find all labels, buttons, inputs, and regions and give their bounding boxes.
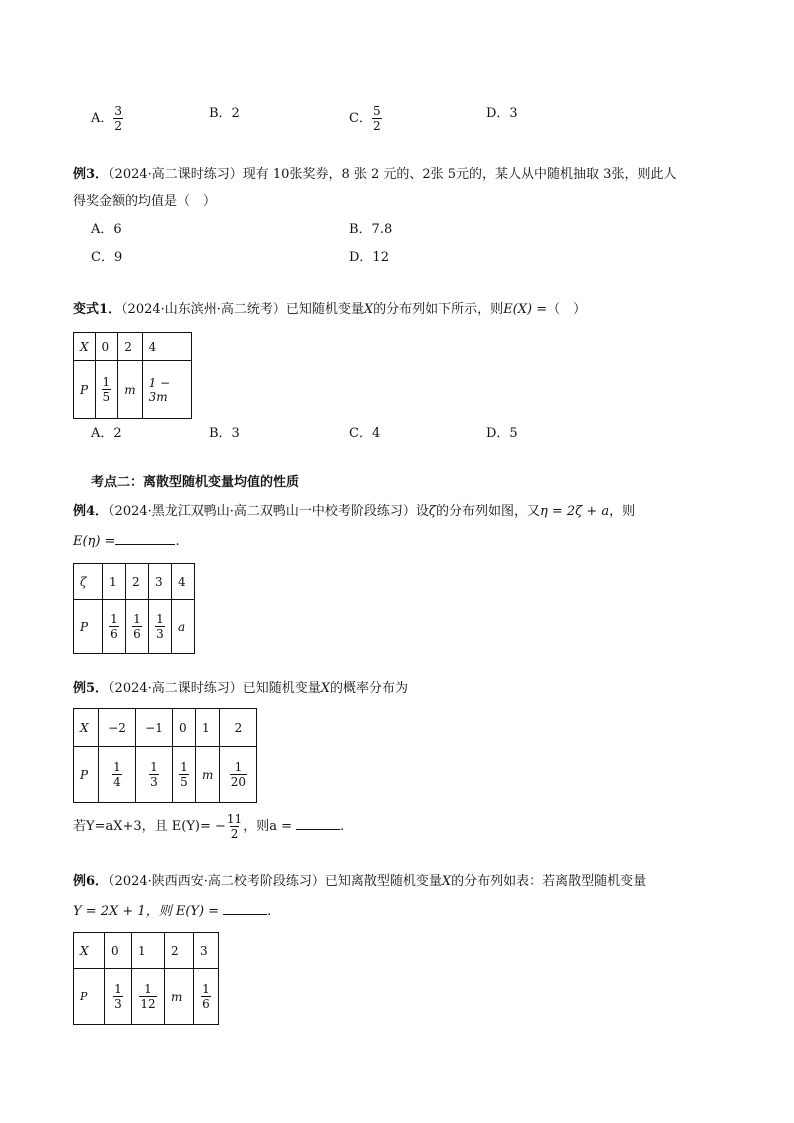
fraction xyxy=(179,760,189,789)
option-c: C．9 xyxy=(91,250,123,265)
table-cell: 1 xyxy=(196,709,220,747)
text: . xyxy=(339,819,345,834)
example-6-line1 xyxy=(73,873,646,891)
option-c: C．4 xyxy=(349,426,381,441)
denominator: 20 xyxy=(230,775,247,789)
numerator: 1 xyxy=(102,375,111,389)
table-cell: m xyxy=(118,361,142,419)
example-4-label: 例4． xyxy=(73,504,109,519)
table-cell: ζ xyxy=(74,564,103,600)
option-a xyxy=(91,104,123,133)
table-cell: 1 xyxy=(103,564,126,600)
answer-blank[interactable] xyxy=(223,914,267,915)
fraction xyxy=(112,760,122,789)
table-cell: a xyxy=(172,600,195,654)
table-cell xyxy=(95,361,118,419)
table-cell xyxy=(149,600,172,654)
numerator: 3 xyxy=(114,104,123,118)
denominator: 3 xyxy=(156,627,164,641)
table-cell: m xyxy=(165,969,194,1025)
option-a: A．6 xyxy=(91,222,122,237)
example-6-line2 xyxy=(73,903,271,921)
table-cell: X xyxy=(74,333,96,361)
text: （2024·黑龙江双鸭山·高二双鸭山一中校考阶段练习）设 xyxy=(108,504,429,519)
option-a: A．2 xyxy=(91,426,122,441)
table-row xyxy=(74,933,219,969)
fraction xyxy=(113,982,123,1011)
table-cell: X xyxy=(74,933,105,969)
text: ，则a = xyxy=(243,819,292,834)
option-b: B．7.8 xyxy=(349,222,393,237)
table-cell xyxy=(99,747,136,803)
example-5-line1 xyxy=(73,680,408,698)
option-d: D．5 xyxy=(486,426,518,441)
numerator: 5 xyxy=(372,104,381,118)
option-a-label: A． xyxy=(91,111,114,126)
denominator: 6 xyxy=(202,997,210,1011)
numerator: 1 xyxy=(114,982,122,996)
denominator: 6 xyxy=(110,627,118,641)
text: 的分布列如图，又 xyxy=(435,504,540,519)
option-c-label: C． xyxy=(349,111,372,126)
text: （2024·山东滨州·高二统考）已知随机变量 xyxy=(121,302,364,317)
table-cell: 2 xyxy=(220,709,257,747)
numerator: 1 xyxy=(133,612,141,626)
numerator: 1 xyxy=(156,612,164,626)
topic-heading: 考点二：离散型随机变量均值的性质 xyxy=(91,475,300,490)
denominator: 3 xyxy=(150,775,158,789)
table-cell: 1 − 3m xyxy=(142,361,191,419)
distribution-table-example-5 xyxy=(73,708,257,803)
fraction xyxy=(113,104,123,133)
denominator: 6 xyxy=(133,627,141,641)
variable: X xyxy=(320,681,331,696)
table-row xyxy=(74,564,195,600)
expression: E(η) = xyxy=(73,534,116,549)
table-cell: 1 xyxy=(132,933,165,969)
text: 的概率分布为 xyxy=(330,681,409,696)
table-row xyxy=(74,709,257,747)
fraction xyxy=(139,982,156,1011)
fraction xyxy=(201,982,211,1011)
answer-blank[interactable] xyxy=(115,544,175,545)
numerator: 1 xyxy=(180,760,188,774)
expression: Y = 2X + 1，则 E(Y) = xyxy=(73,904,220,919)
table-cell xyxy=(194,969,219,1025)
table-cell: 3 xyxy=(149,564,172,600)
text: 的分布列如下所示，则 xyxy=(373,302,504,317)
table-cell: 0 xyxy=(105,933,132,969)
numerator: 11 xyxy=(226,812,243,826)
numerator: 1 xyxy=(234,760,243,774)
table-cell: 2 xyxy=(118,333,142,361)
table-cell xyxy=(220,747,257,803)
distribution-table-variant-1 xyxy=(73,332,192,419)
example-3-line2: 得奖金额的均值是（ ） xyxy=(73,194,217,209)
example-3-text: （2024·高二课时练习）现有 10张奖券，8 张 2 元的、2张 5元的，某人从中随机抽取 3张，则此人 xyxy=(108,167,677,182)
fraction xyxy=(149,760,159,789)
denominator: 2 xyxy=(114,119,123,133)
option-d: D．3 xyxy=(486,106,518,121)
answer-blank[interactable] xyxy=(296,829,340,830)
table-row xyxy=(74,747,257,803)
example-4-line2: E(η) = . xyxy=(73,534,180,549)
table-row xyxy=(74,969,219,1025)
numerator: 1 xyxy=(150,760,158,774)
table-cell: −2 xyxy=(99,709,136,747)
example-5-label: 例5． xyxy=(73,681,109,696)
table-cell xyxy=(126,600,149,654)
example-3-line1 xyxy=(73,166,676,184)
table-cell: 2 xyxy=(165,933,194,969)
text: （2024·高二课时练习）已知随机变量 xyxy=(108,681,321,696)
table-cell: 0 xyxy=(95,333,118,361)
variable: X xyxy=(363,302,374,317)
table-cell xyxy=(132,969,165,1025)
table-cell: 3 xyxy=(194,933,219,969)
table-cell xyxy=(103,600,126,654)
fraction xyxy=(372,104,382,133)
fraction xyxy=(226,812,243,841)
text: 的分布列如表：若离散型随机变量 xyxy=(451,874,647,889)
fraction xyxy=(102,375,112,404)
example-6-label: 例6． xyxy=(73,874,109,889)
distribution-table-example-6 xyxy=(73,932,219,1025)
variant-1-line xyxy=(73,301,586,319)
fraction xyxy=(109,612,119,641)
option-d: D．12 xyxy=(349,250,389,265)
table-cell: P xyxy=(74,361,96,419)
numerator: 1 xyxy=(113,760,121,774)
variable: X xyxy=(441,874,452,889)
table-cell: 4 xyxy=(142,333,191,361)
table-cell: P xyxy=(74,600,103,654)
example-4-line1 xyxy=(73,503,635,521)
table-cell: 2 xyxy=(126,564,149,600)
numerator: 1 xyxy=(202,982,210,996)
denominator: 12 xyxy=(140,997,156,1011)
example-5-condition xyxy=(73,812,344,842)
variable: ζ xyxy=(428,504,436,519)
table-cell: X xyxy=(74,709,99,747)
denominator: 3 xyxy=(114,997,122,1011)
table-cell: P xyxy=(74,747,99,803)
variant-1-label: 变式1． xyxy=(73,302,122,317)
table-cell xyxy=(173,747,196,803)
denominator: 4 xyxy=(113,775,121,789)
text: 若Y=aX+3，且 E(Y)= − xyxy=(73,819,226,834)
text: （2024·陕西西安·高二校考阶段练习）已知离散型随机变量 xyxy=(108,874,442,889)
table-row xyxy=(74,361,192,419)
distribution-table-example-4 xyxy=(73,563,195,654)
expression: η = 2ζ + a xyxy=(539,504,610,519)
option-c xyxy=(349,104,382,133)
text: ，则 xyxy=(609,504,636,519)
table-cell: 0 xyxy=(173,709,196,747)
table-cell: 4 xyxy=(172,564,195,600)
option-b: B．3 xyxy=(209,426,240,441)
example-3-label: 例3． xyxy=(73,167,109,182)
denominator: 2 xyxy=(230,827,239,841)
expression: E(X) = xyxy=(503,302,548,317)
table-cell: −1 xyxy=(136,709,173,747)
table-cell: P xyxy=(74,969,105,1025)
table-cell: m xyxy=(196,747,220,803)
denominator: 5 xyxy=(180,775,188,789)
option-b: B．2 xyxy=(209,106,240,121)
numerator: 1 xyxy=(144,982,152,996)
table-cell xyxy=(105,969,132,1025)
table-row xyxy=(74,600,195,654)
text: . xyxy=(267,904,272,919)
fraction xyxy=(230,760,247,789)
fraction xyxy=(155,612,165,641)
denominator: 2 xyxy=(372,119,381,133)
table-cell xyxy=(136,747,173,803)
fraction xyxy=(132,612,142,641)
denominator: 5 xyxy=(102,390,111,404)
text: （ ） xyxy=(547,302,587,317)
numerator: 1 xyxy=(110,612,118,626)
table-row xyxy=(74,333,192,361)
